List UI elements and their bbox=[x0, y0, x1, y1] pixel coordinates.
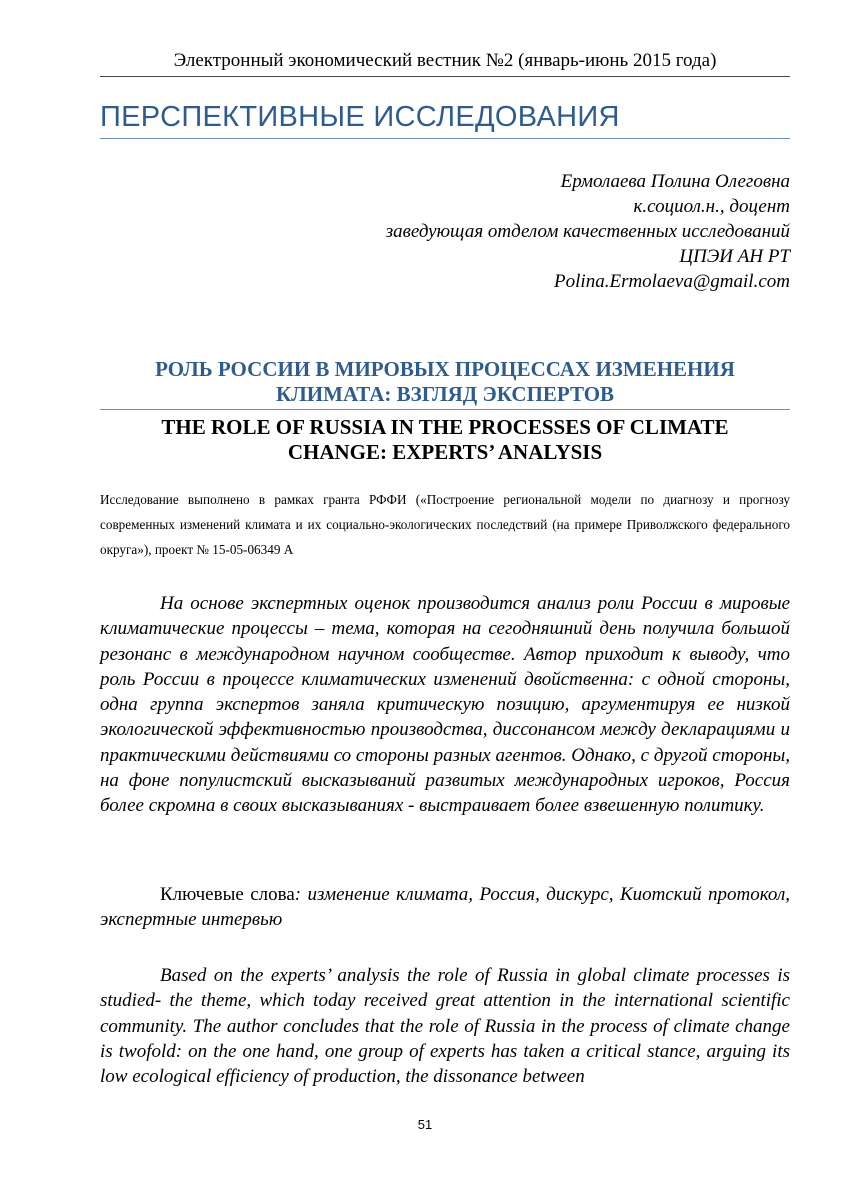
section-rule bbox=[100, 138, 790, 139]
grant-note: Исследование выполнено в рамках гранта РФФИ («Построение региональной модели по диагнозу и прогнозу современных изменений климата и их социально-экологических последствий (на примере Приволжского федерального округа»), проект № 15-05-06349 А bbox=[100, 492, 790, 557]
keywords-list: изменение климата, Россия, дискурс, Киотский протокол, экспертные интервью bbox=[100, 884, 790, 930]
keywords-ru bbox=[100, 882, 790, 932]
author-organization: ЦПЭИ АН РТ bbox=[679, 246, 790, 267]
article-title-en-line1: THE ROLE OF RUSSIA IN THE PROCESSES OF CLIMATE bbox=[161, 415, 729, 439]
author-position: заведующая отделом качественных исследований bbox=[385, 221, 790, 242]
page-number: 51 bbox=[417, 1117, 433, 1132]
article-title-en bbox=[100, 415, 790, 465]
keywords-label: Ключевые слова bbox=[160, 884, 295, 905]
keywords-colon: : bbox=[294, 884, 302, 905]
author-degree: к.социол.н., доцент bbox=[633, 196, 790, 217]
title-rule bbox=[100, 409, 790, 410]
abstract-ru: На основе экспертных оценок производится анализ роли России в мировые климатические процессы – тема, которая на сегодняшний день получила большой резонанс в международном научном сообществе. Автор приходит к выводу, что роль России в процессе климатических изменений двойственна: с одной стороны, одна группа экспертов заняла критическую позицию, аргументируя ее низкой экологической эффективностью производства, диссонансом между декларациями и практическими действиями со стороны разных агентов. Однако, с другой стороны, на фоне популистский высказываний развитых международных игроков, Россия более скромна в своих высказываниях - выстраивает более взвешенную политику. bbox=[100, 593, 790, 817]
author-block bbox=[300, 169, 790, 294]
article-title-ru-line2: КЛИМАТА: ВЗГЛЯД ЭКСПЕРТОВ bbox=[275, 382, 615, 406]
header-rule bbox=[100, 76, 790, 77]
author-email: Polina.Ermolaeva@gmail.com bbox=[554, 271, 790, 292]
author-name: Ермолаева Полина Олеговна bbox=[560, 171, 790, 192]
section-title: ПЕРСПЕКТИВНЫЕ ИССЛЕДОВАНИЯ bbox=[100, 101, 620, 133]
article-title-en-line2: CHANGE: EXPERTS’ ANALYSIS bbox=[287, 440, 603, 464]
article-title-ru-line1: РОЛЬ РОССИИ В МИРОВЫХ ПРОЦЕССАХ ИЗМЕНЕНИЯ bbox=[155, 357, 735, 381]
article-title-ru bbox=[100, 357, 790, 407]
running-head: Электронный экономический вестник №2 (январь-июнь 2015 года) bbox=[173, 50, 717, 71]
abstract-en: Based on the experts’ analysis the role of Russia in global climate processes is studied- the theme, which today received great attention in the international scientific community. The author concludes that the role of Russia in the process of climate change is twofold: on the one hand, one group of experts has taken a critical stance, arguing its low ecological efficiency of production, the dissonance between bbox=[100, 965, 790, 1088]
